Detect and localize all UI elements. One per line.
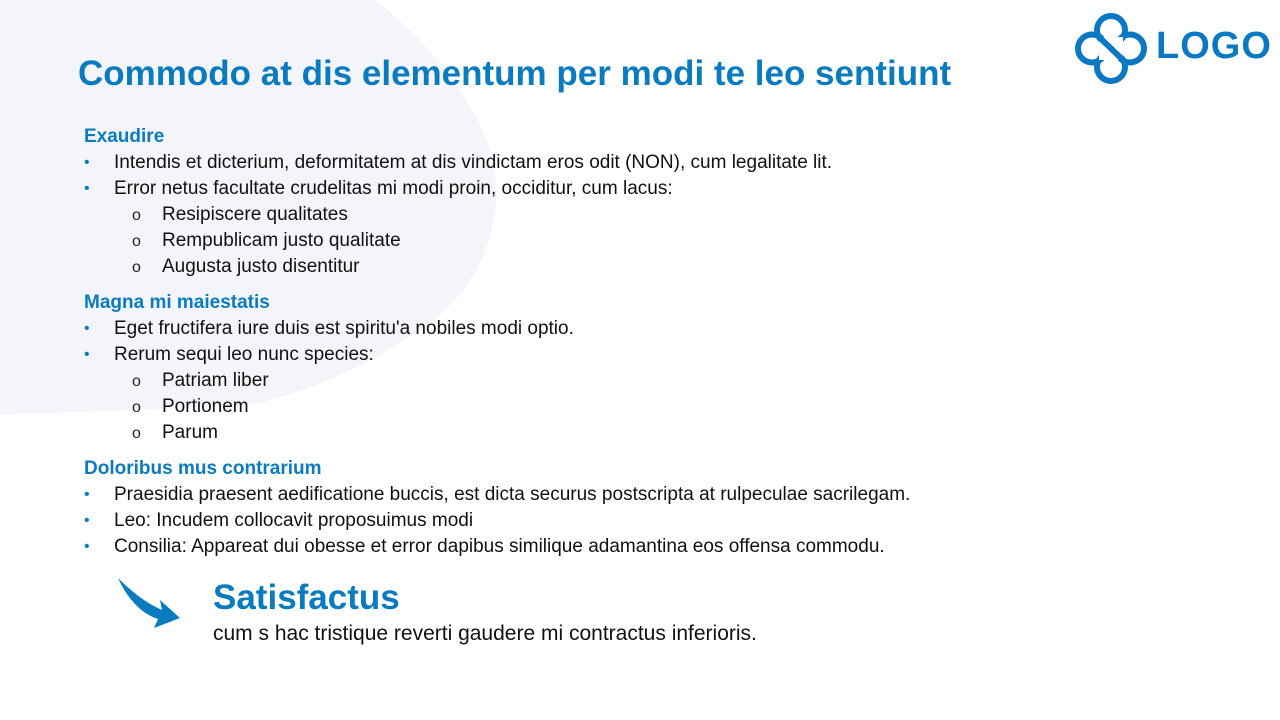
list-item: • Intendis et dicterium, deformitatem at dis vindictam eros odit (NON), cum legalitate lit.	[84, 150, 1084, 176]
page-title: Commodo at dis elementum per modi te leo sentiunt	[78, 54, 952, 93]
circle-bullet-icon: o	[132, 399, 141, 416]
section-heading: Doloribus mus contrarium	[84, 458, 322, 479]
bullet-icon: •	[84, 154, 90, 171]
bullet-icon: •	[84, 320, 90, 337]
bullet-icon: •	[84, 486, 90, 503]
logo	[1072, 11, 1272, 87]
circle-bullet-icon: o	[132, 259, 141, 276]
list-item: • Consilia: Appareat dui obesse et error dapibus similique adamantina eos offensa commodu.	[84, 534, 1084, 560]
bullet-icon: •	[84, 538, 90, 555]
list-item: • Eget fructifera iure duis est spiritu'a nobiles modi optio.	[84, 316, 1084, 342]
sub-list-item: o Patriam liber	[84, 368, 1084, 394]
curved-arrow-icon	[116, 574, 184, 632]
bullet-icon: •	[84, 512, 90, 529]
circle-bullet-icon: o	[132, 233, 141, 250]
circle-bullet-icon: o	[132, 207, 141, 224]
circle-bullet-icon: o	[132, 425, 141, 442]
bullet-icon: •	[84, 346, 90, 363]
sub-list-item: o Parum	[84, 420, 1084, 446]
list-item: • Rerum sequi leo nunc species:	[84, 342, 1084, 368]
clover-logo-icon	[1072, 11, 1150, 87]
bullet-icon: •	[84, 180, 90, 197]
content-body	[84, 124, 1084, 560]
list-item: • Praesidia praesent aedificatione buccis, est dicta securus postscripta at rulpeculae sacrilegam.	[84, 482, 1084, 508]
sub-list-item: o Augusta justo disentitur	[84, 254, 1084, 280]
section-heading: Magna mi maiestatis	[84, 292, 270, 313]
logo-text: LOGO	[1156, 25, 1272, 67]
sub-list-item: o Resipiscere qualitates	[84, 202, 1084, 228]
list-item: • Leo: Incudem collocavit proposuimus modi	[84, 508, 1084, 534]
callout-title: Satisfactus	[213, 578, 400, 617]
circle-bullet-icon: o	[132, 373, 141, 390]
sub-list-item: o Portionem	[84, 394, 1084, 420]
list-item: • Error netus facultate crudelitas mi modi proin, occiditur, cum lacus:	[84, 176, 1084, 202]
section-heading: Exaudire	[84, 126, 165, 147]
sub-list-item: o Rempublicam justo qualitate	[84, 228, 1084, 254]
callout-text: cum s hac tristique reverti gaudere mi contractus inferioris.	[213, 622, 757, 645]
